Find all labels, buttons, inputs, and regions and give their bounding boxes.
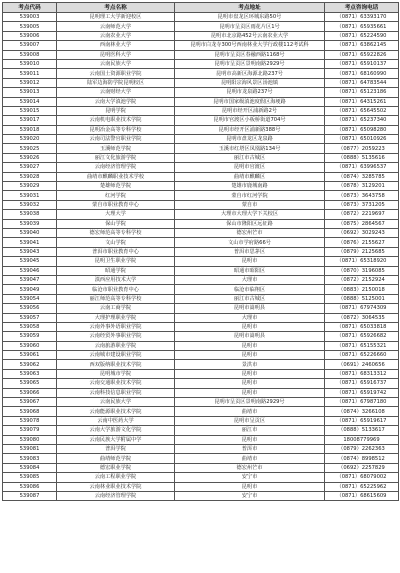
cell-phone: （0871）65910137 (325, 59, 399, 68)
cell-code: 539040 (3, 228, 57, 237)
cell-code: 539008 (3, 50, 57, 59)
cell-code: 539061 (3, 351, 57, 360)
table-row (3, 238, 399, 247)
table-row (3, 257, 399, 266)
cell-phone: （0876）2155627 (325, 238, 399, 247)
cell-address: 昆明市 (175, 379, 325, 388)
cell-phone: （0871）65123186 (325, 88, 399, 97)
cell-phone: （0873）3731205 (325, 200, 399, 209)
table-row (3, 172, 399, 181)
cell-code: 539015 (3, 106, 57, 115)
cell-phone: （0888）5133617 (325, 426, 399, 435)
cell-phone: （0871）65098280 (325, 125, 399, 134)
cell-phone: （0879）2125685 (325, 247, 399, 256)
cell-address: 昆明市 (175, 341, 325, 350)
cell-name: 云南林业职业技术学院 (57, 482, 175, 491)
cell-name: 普洱学院 (57, 444, 175, 453)
cell-address: 昆明市嵩明县 (175, 332, 325, 341)
cell-code: 539027 (3, 163, 57, 172)
table-row (3, 313, 399, 322)
cell-phone: （0871）63996537 (325, 163, 399, 172)
cell-address: 曲靖市麒麟区 (175, 172, 325, 181)
cell-name: 陆军边海防学院昆明校区 (57, 78, 175, 87)
cell-address: 安宁市 (175, 473, 325, 482)
cell-phone: （0871）65919742 (325, 388, 399, 397)
cell-code: 539031 (3, 191, 57, 200)
cell-name: 昆明理工大学新迎校区 (57, 13, 175, 22)
cell-name: 云南经济管理学院 (57, 163, 175, 172)
table-row (3, 473, 399, 482)
cell-address: 昆明市呈贡区雨花片区1号 (175, 22, 325, 31)
cell-address: 昆明市 (175, 388, 325, 397)
table-row (3, 78, 399, 87)
table-row (3, 351, 399, 360)
table-row (3, 182, 399, 191)
cell-name: 云南国土资源职业学院 (57, 69, 175, 78)
cell-name: 德宏职业学院 (57, 463, 175, 472)
table-row (3, 125, 399, 134)
cell-address: 景洪市 (175, 360, 325, 369)
cell-code: 539010 (3, 59, 57, 68)
cell-name: 云南农业大学 (57, 31, 175, 40)
cell-address: 昆明市嵩明县 (175, 304, 325, 313)
cell-code: 539029 (3, 182, 57, 191)
cell-name: 西南林业大学 (57, 41, 175, 50)
cell-code: 539060 (3, 341, 57, 350)
table-row (3, 247, 399, 256)
cell-code: 539067 (3, 398, 57, 407)
cell-name: 普洱市职业教育中心 (57, 247, 175, 256)
cell-code: 539045 (3, 257, 57, 266)
table-row (3, 407, 399, 416)
cell-code: 539047 (3, 275, 57, 284)
cell-name: 蒙自市职业教育中心 (57, 200, 175, 209)
cell-name: 云南能源职业技术学院 (57, 407, 175, 416)
table-row (3, 369, 399, 378)
cell-phone: （0871）64315261 (325, 97, 399, 106)
cell-address: 昆明市 (175, 322, 325, 331)
cell-name: 云南经贸外事职业学院 (57, 332, 175, 341)
cell-address: 德宏州芒市 (175, 228, 325, 237)
cell-phone: （0871）65237340 (325, 116, 399, 125)
cell-address: 昆明市 (175, 369, 325, 378)
cell-address: 普洱市 (175, 444, 325, 453)
cell-name: 昆明卫生职业学院 (57, 257, 175, 266)
cell-phone: （0871）65926682 (325, 332, 399, 341)
table-row (3, 275, 399, 284)
table-row (3, 200, 399, 209)
cell-phone: （0871）65919617 (325, 416, 399, 425)
cell-address: 丽江市古城区 (175, 294, 325, 303)
cell-name: 云南师范大学 (57, 22, 175, 31)
cell-address: 昆明市呈贡区 (175, 416, 325, 425)
table-row (3, 144, 399, 153)
table-row (3, 379, 399, 388)
cell-address: 安宁市 (175, 491, 325, 500)
cell-phone: （0871）63862145 (325, 41, 399, 50)
table-row (3, 106, 399, 115)
cell-address: 大理市 (175, 275, 325, 284)
cell-phone: （0871）65922826 (325, 50, 399, 59)
cell-code: 539065 (3, 379, 57, 388)
cell-phone: （0871）65010926 (325, 135, 399, 144)
cell-phone: （0871）68079002 (325, 473, 399, 482)
cell-code: 539026 (3, 153, 57, 162)
cell-name: 云南机电职业技术学院 (57, 116, 175, 125)
cell-code: 539059 (3, 332, 57, 341)
cell-phone: （0874）3285785 (325, 172, 399, 181)
cell-name: 云南科技信息职业学院 (57, 388, 175, 397)
cell-code: 539049 (3, 285, 57, 294)
table-header-row (3, 3, 399, 13)
cell-phone: 18008779969 (325, 435, 399, 444)
cell-phone: （0883）2150018 (325, 285, 399, 294)
cell-name: 大理大学 (57, 210, 175, 219)
cell-address: 昆明市呈贡区景明南路2929号 (175, 59, 325, 68)
cell-name: 云南财经大学 (57, 88, 175, 97)
table-row (3, 50, 399, 59)
cell-address: 德宏州芒市 (175, 463, 325, 472)
cell-code: 539086 (3, 482, 57, 491)
header-phone: 考点咨询电话 (325, 3, 399, 13)
table-row (3, 426, 399, 435)
cell-name: 曲靖师范学院 (57, 454, 175, 463)
cell-code: 539011 (3, 69, 57, 78)
cell-name: 云南工商学院 (57, 304, 175, 313)
cell-name: 临沧市职业教育中心 (57, 285, 175, 294)
cell-name: 云南经济管理学院 (57, 491, 175, 500)
cell-code: 539028 (3, 172, 57, 181)
cell-phone: （0871）67987180 (325, 398, 399, 407)
cell-code: 539085 (3, 473, 57, 482)
cell-code: 539079 (3, 426, 57, 435)
cell-address: 昆明市盘龙区环城东路50号 (175, 13, 325, 22)
cell-phone: （0872）2219697 (325, 210, 399, 219)
cell-name: 滇西应用技术大学 (57, 275, 175, 284)
cell-phone: （0888）5135616 (325, 153, 399, 162)
table-row (3, 444, 399, 453)
table-row (3, 360, 399, 369)
table-row (3, 22, 399, 31)
cell-address: 昆明市 (175, 257, 325, 266)
cell-code: 539003 (3, 13, 57, 22)
cell-name: 昭通学院 (57, 266, 175, 275)
cell-phone: （0871）68313312 (325, 369, 399, 378)
cell-name: 德宏师范高等专科学校 (57, 228, 175, 237)
table-row (3, 266, 399, 275)
cell-phone: （0877）2059223 (325, 144, 399, 153)
cell-address: 曲靖市 (175, 454, 325, 463)
cell-code: 539057 (3, 313, 57, 322)
table-row (3, 304, 399, 313)
cell-code: 539018 (3, 125, 57, 134)
table-row (3, 116, 399, 125)
cell-code: 539041 (3, 238, 57, 247)
cell-address: 玉溪市红塔区凤凰路134号 (175, 144, 325, 153)
table-row (3, 322, 399, 331)
cell-phone: （0871）65226660 (325, 351, 399, 360)
cell-name: 云南民族大学 (57, 59, 175, 68)
table-row (3, 13, 399, 22)
cell-name: 大理护理职业学院 (57, 313, 175, 322)
cell-name: 昆明医科大学 (57, 50, 175, 59)
cell-name: 丽江师范高等专科学校 (57, 294, 175, 303)
cell-name: 丽江文化旅游学院 (57, 153, 175, 162)
cell-name: 文山学院 (57, 238, 175, 247)
cell-address: 昆明市官渡区 (175, 163, 325, 172)
cell-phone: （0871）65916737 (325, 379, 399, 388)
table-row (3, 416, 399, 425)
cell-name: 云南外事外语职业学院 (57, 322, 175, 331)
table-row (3, 398, 399, 407)
table-row (3, 454, 399, 463)
table-row (3, 163, 399, 172)
cell-code: 539014 (3, 97, 57, 106)
cell-phone: （0871）65155321 (325, 341, 399, 350)
table-row (3, 388, 399, 397)
cell-phone: （0871）64783544 (325, 78, 399, 87)
cell-phone: （0874）8998512 (325, 454, 399, 463)
cell-phone: （0871）68160990 (325, 69, 399, 78)
cell-name: 云南旅游职业学院 (57, 341, 175, 350)
cell-address: 昆明市白龙寺300号西南林业大学行政楼112考试科 (175, 41, 325, 50)
cell-code: 539013 (3, 88, 57, 97)
cell-phone: （0691）2460656 (325, 360, 399, 369)
cell-code: 539056 (3, 304, 57, 313)
cell-name: 云南民族大学附属中学 (57, 435, 175, 444)
header-address: 考点地址 (175, 3, 325, 13)
cell-phone: （0692）3029243 (325, 228, 399, 237)
cell-code: 539038 (3, 210, 57, 219)
cell-address: 丽江市古城区 (175, 153, 325, 162)
cell-name: 昆明学院 (57, 106, 175, 115)
cell-phone: （0871）63393170 (325, 13, 399, 22)
cell-name: 曲靖市麒麟职业技术学校 (57, 172, 175, 181)
cell-phone: （0879）2262363 (325, 444, 399, 453)
cell-code: 539058 (3, 322, 57, 331)
cell-address: 昆明市龙泉路237号 (175, 88, 325, 97)
cell-phone: （0875）2864567 (325, 219, 399, 228)
cell-address: 丽江市 (175, 426, 325, 435)
cell-phone: （0692）2257829 (325, 463, 399, 472)
cell-code: 539062 (3, 360, 57, 369)
cell-phone: （0872）3064535 (325, 313, 399, 322)
cell-phone: （0871）65225962 (325, 482, 399, 491)
cell-phone: （0871）65318920 (325, 257, 399, 266)
cell-code: 539039 (3, 219, 57, 228)
cell-code: 539025 (3, 144, 57, 153)
table-row (3, 153, 399, 162)
cell-address: 蒙自市红河学院 (175, 191, 325, 200)
cell-address: 昆明市官渡区小板桥街道704号 (175, 116, 325, 125)
cell-address: 蒙自市 (175, 200, 325, 209)
table-row (3, 332, 399, 341)
cell-address: 楚雄市鹿城南路 (175, 182, 325, 191)
cell-code: 539068 (3, 407, 57, 416)
cell-address: 昆明市 (175, 435, 325, 444)
cell-code: 539087 (3, 491, 57, 500)
cell-address: 昆明市北京路452号云南农业大学 (175, 31, 325, 40)
cell-address: 大理市大理大学下关校区 (175, 210, 325, 219)
cell-phone: （0871）65224590 (325, 31, 399, 40)
cell-address: 昭通市昭阳区 (175, 266, 325, 275)
table-row (3, 135, 399, 144)
cell-code: 539083 (3, 454, 57, 463)
cell-name: 云南大学滇池学院 (57, 97, 175, 106)
cell-address: 昆明市经开区浦新路388号 (175, 125, 325, 134)
cell-name: 昆明城市学院 (57, 369, 175, 378)
cell-code: 539080 (3, 435, 57, 444)
cell-phone: （0878）3129201 (325, 182, 399, 191)
header-name: 考点名称 (57, 3, 175, 13)
cell-code: 539012 (3, 78, 57, 87)
cell-code: 539020 (3, 135, 57, 144)
cell-name: 云南民族大学 (57, 398, 175, 407)
cell-address: 昆明市高新区海源北路237号 (175, 69, 325, 78)
cell-phone: （0873）3643758 (325, 191, 399, 200)
cell-name: 云南交通职业技术学院 (57, 379, 175, 388)
cell-name: 西双版纳职业技术学院 (57, 360, 175, 369)
cell-code: 539054 (3, 294, 57, 303)
cell-name: 楚雄师范学院 (57, 182, 175, 191)
table-row (3, 97, 399, 106)
exam-site-table (2, 2, 399, 501)
cell-phone: （0870）3196085 (325, 266, 399, 275)
cell-address: 临沧市临翔区 (175, 285, 325, 294)
cell-name: 云南中医药大学 (57, 416, 175, 425)
table-row (3, 435, 399, 444)
cell-name: 红河学院 (57, 191, 175, 200)
table-row (3, 285, 399, 294)
cell-address: 文山市学府路66号 (175, 238, 325, 247)
cell-name: 保山学院 (57, 219, 175, 228)
cell-name: 云南司法警官职业学院 (57, 135, 175, 144)
table-row (3, 31, 399, 40)
table-row (3, 41, 399, 50)
table-row (3, 294, 399, 303)
cell-code: 539084 (3, 463, 57, 472)
cell-name: 玉溪师范学院 (57, 144, 175, 153)
table-row (3, 210, 399, 219)
cell-address: 保山市隆阳区远征路 (175, 219, 325, 228)
table-row (3, 341, 399, 350)
cell-code: 539007 (3, 41, 57, 50)
cell-code: 539005 (3, 22, 57, 31)
cell-phone: （0872）2152924 (325, 275, 399, 284)
cell-address: 昆明市 (175, 351, 325, 360)
cell-code: 539063 (3, 369, 57, 378)
cell-code: 539006 (3, 31, 57, 40)
cell-code: 539078 (3, 416, 57, 425)
cell-phone: （0874）3266108 (325, 407, 399, 416)
cell-address: 昆明市经开区浦新路2号 (175, 106, 325, 115)
cell-address: 昆明市国家级滇池度假区海埂路 (175, 97, 325, 106)
cell-phone: （0871）68615609 (325, 491, 399, 500)
cell-code: 539032 (3, 200, 57, 209)
table-row (3, 59, 399, 68)
table-row (3, 69, 399, 78)
cell-name: 云南大学旅游文化学院 (57, 426, 175, 435)
cell-code: 539066 (3, 388, 57, 397)
cell-phone: （0871）67974309 (325, 304, 399, 313)
cell-name: 昆明冶金高等专科学校 (57, 125, 175, 134)
table-row (3, 88, 399, 97)
cell-phone: （0871）65935661 (325, 22, 399, 31)
cell-phone: （0871）65645502 (325, 106, 399, 115)
cell-code: 539046 (3, 266, 57, 275)
cell-code: 539017 (3, 116, 57, 125)
cell-address: 曲靖市 (175, 407, 325, 416)
cell-name: 云南工程职业学院 (57, 473, 175, 482)
table-row (3, 491, 399, 500)
cell-address: 昆明阳宗海风景区汤池镇 (175, 78, 325, 87)
cell-name: 云南城市建设职业学院 (57, 351, 175, 360)
table-row (3, 463, 399, 472)
table-row (3, 228, 399, 237)
cell-address: 昆明市 (175, 482, 325, 491)
cell-code: 539081 (3, 444, 57, 453)
table-row (3, 219, 399, 228)
cell-address: 大理市 (175, 313, 325, 322)
cell-address: 普洱市思茅区 (175, 247, 325, 256)
table-row (3, 191, 399, 200)
cell-address: 昆明市盘龙区龙泉路 (175, 135, 325, 144)
cell-phone: （0888）5125001 (325, 294, 399, 303)
table-body (3, 13, 399, 501)
table-row (3, 482, 399, 491)
header-code: 考点代码 (3, 3, 57, 13)
cell-phone: （0871）65033818 (325, 322, 399, 331)
cell-code: 539043 (3, 247, 57, 256)
cell-address: 昆明市呈贡区景明南路2929号 (175, 398, 325, 407)
cell-address: 昆明市呈贡区春融西路1168号 (175, 50, 325, 59)
